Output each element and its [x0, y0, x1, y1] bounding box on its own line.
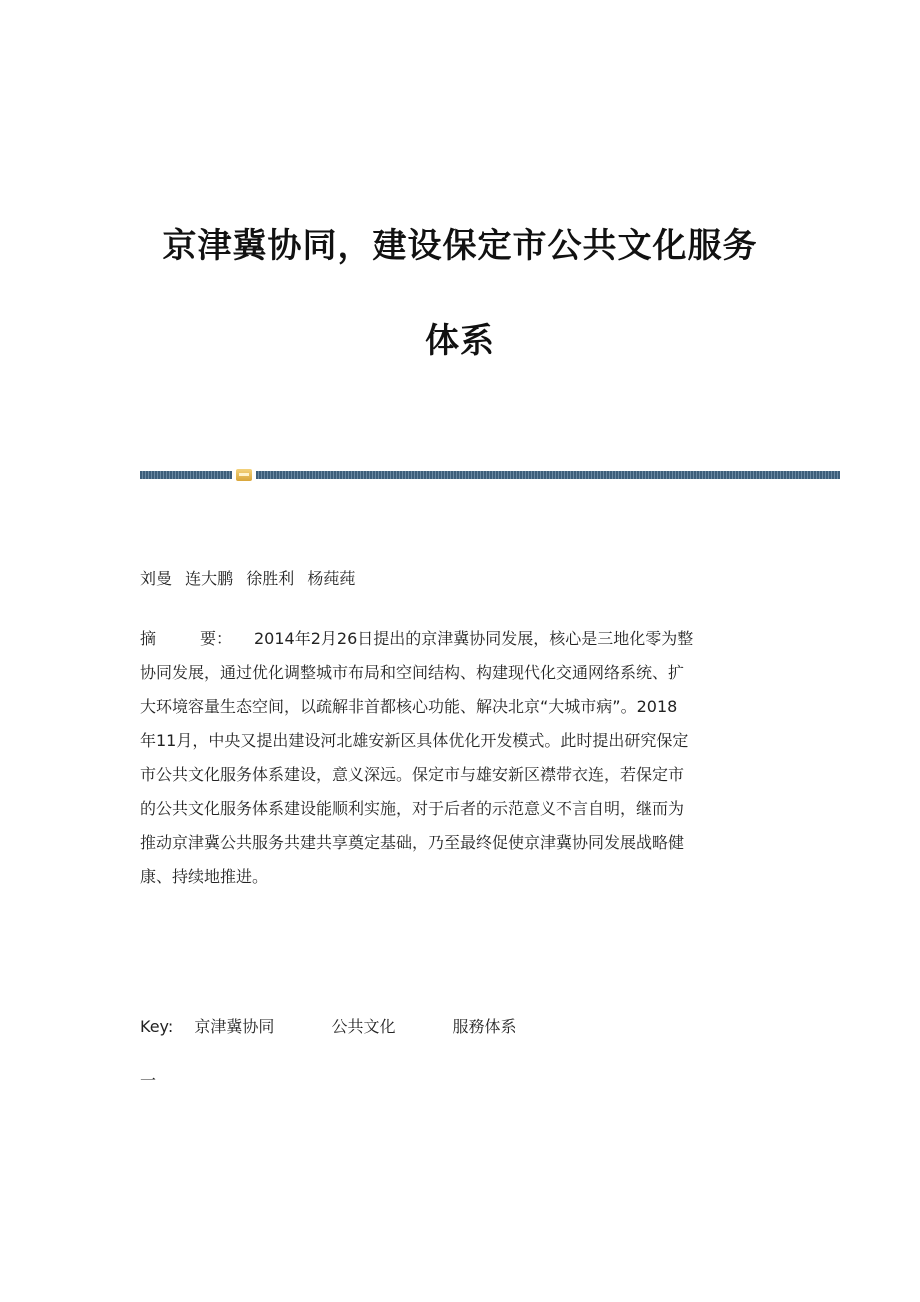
- divider-bar-right: [256, 471, 840, 479]
- abstract: [140, 622, 780, 894]
- keywords-label: Key:: [140, 1017, 174, 1036]
- divider-ornament-icon: [236, 469, 252, 481]
- abstract-line: 推动京津冀公共服务共建共享奠定基础，乃至最终促使京津冀协同发展战略健: [140, 833, 685, 852]
- abstract-line: 市公共文化服务体系建设，意义深远。保定市与雄安新区襟带衣连，若保定市: [140, 765, 685, 784]
- abstract-label-char: 要：: [200, 629, 233, 648]
- abstract-line: 协同发展，通过优化调整城市布局和空间结构、构建现代化交通网络系统、扩: [140, 663, 685, 682]
- abstract-line: 年11月，中央又提出建设河北雄安新区具体优化开发模式。此时提出研究保定: [140, 731, 689, 750]
- author-name: 连大鹏: [185, 569, 234, 588]
- abstract-label-char: 摘: [140, 629, 157, 648]
- keyword: 京津冀协同: [194, 1017, 275, 1036]
- author-name: 徐胜利: [246, 569, 295, 588]
- keyword: 服務体系: [452, 1017, 517, 1036]
- author-name: 刘曼: [140, 569, 173, 588]
- abstract-text: 2014年2月26日提出的京津冀协同发展，核心是三地化零为整: [254, 629, 694, 648]
- document-title-line-1: 京津冀协同，建设保定市公共文化服务: [162, 226, 758, 266]
- abstract-line: [140, 622, 780, 656]
- keywords: [140, 1014, 569, 1037]
- author-name: 杨莼莼: [307, 569, 356, 588]
- abstract-line: 的公共文化服务体系建设能顺利实施，对于后者的示范意义不言自明，继而为: [140, 799, 685, 818]
- abstract-line: 大环境容量生态空间，以疏解非首都核心功能、解决北京“大城市病”。2018: [140, 697, 678, 716]
- author-list: [140, 566, 363, 589]
- keyword: 公共文化: [331, 1017, 396, 1036]
- abstract-label: [140, 622, 254, 656]
- section-number: 一: [140, 1071, 157, 1090]
- abstract-line: 康、持续地推进。: [140, 867, 269, 886]
- decorative-divider: [140, 470, 840, 480]
- divider-bar-left: [140, 471, 232, 479]
- document-title-line-2: 体系: [425, 321, 495, 361]
